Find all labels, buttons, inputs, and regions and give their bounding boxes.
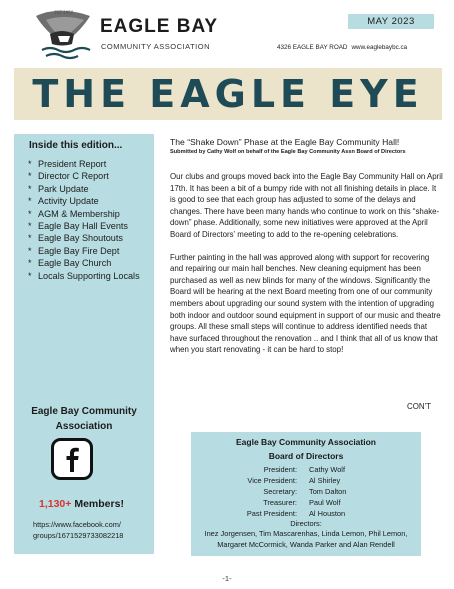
contents-item: * Eagle Bay Church	[28, 258, 112, 269]
board-role-row: Secretary: Tom Dalton	[263, 487, 347, 496]
org-name: EAGLE BAY	[100, 16, 219, 37]
contents-list	[28, 158, 140, 282]
logo-est-text: EST 1950	[54, 10, 74, 15]
association-name: Eagle Bay Community Association	[31, 406, 137, 432]
board-roles	[191, 464, 421, 519]
board-role-row: Treasurer: Paul Wolf	[263, 498, 341, 507]
continued-label: CON’T	[407, 402, 432, 411]
contents-item: * AGM & Membership	[28, 208, 120, 219]
contents-item: * Eagle Bay Shoutouts	[28, 233, 123, 244]
newsletter-title: THE EAGLE EYE	[32, 72, 424, 116]
article-paragraph: Our clubs and groups moved back into the Eagle Bay Community Hall on April 17th. It has been a bit of a bumpy ride with not all finishing details in place. It is good to see that each group has adjusted to some of the delays and changes. There have been many hands who continue to work on this “shake-down” phase. Additionally, some new initiatives were approved at the April Board of Directors’ meeting to add to the re-opening celebrations.	[170, 172, 443, 239]
website-link[interactable]: www.eaglebaybc.ca	[351, 44, 408, 51]
inside-edition-heading: Inside this edition...	[29, 140, 123, 151]
contents-item: * Park Update	[28, 183, 89, 194]
contents-item: * Activity Update	[28, 196, 99, 207]
board-role-row: Vice President: Al Shirley	[247, 476, 341, 485]
article-body	[170, 171, 444, 367]
facebook-icon[interactable]	[51, 438, 93, 480]
article-paragraph: Further painting in the hall was approved along with support for recovering and repairing our main hall benches. New cleaning equipment has been purchased as well as new blinds for many of the windows. Significantly the Board will be hearing at the next Board meeting from one of our community members about upgrading our sound system with the intention of upgrading both indoor and outdoor sound equipment in support of our music and theatre groups. All these small steps will continue to address identified needs that have surfaced throughout the renovation .. and I think that all of us know that when you start renovating - it can be hard to stop!	[170, 252, 441, 355]
eagle-logo	[28, 6, 100, 64]
board-subheading: Board of Directors	[268, 451, 344, 461]
address-line	[277, 44, 407, 51]
title-banner	[14, 68, 442, 120]
directors-label: Directors:	[290, 519, 322, 528]
facebook-url[interactable]: https://www.facebook.com/ groups/1671529733082218	[33, 520, 124, 540]
page-number: -1-	[222, 574, 232, 583]
article-byline: Submitted by Cathy Wolf on behalf of the Eagle Bay Community Assn Board of Directors	[170, 149, 406, 155]
members-count: 1,130+ Members!	[39, 498, 124, 510]
board-of-directors-box	[191, 432, 421, 556]
org-subtitle: COMMUNITY ASSOCIATION	[101, 42, 210, 51]
contents-item: * Director C Report	[28, 171, 109, 182]
issue-date: MAY 2023	[348, 14, 434, 29]
street-address: 4326 EAGLE BAY ROAD	[277, 44, 348, 51]
contents-item: * Locals Supporting Locals	[28, 270, 140, 281]
article-title: The “Shake Down” Phase at the Eagle Bay Community Hall!	[170, 137, 400, 147]
sidebar	[14, 134, 154, 554]
board-heading: Eagle Bay Community Association	[236, 437, 376, 447]
board-role-row: Past President: Al Houston	[246, 509, 346, 518]
contents-item: * Eagle Bay Hall Events	[28, 221, 128, 232]
contents-item: * Eagle Bay Fire Dept	[28, 245, 120, 256]
contents-item: * President Report	[28, 159, 107, 169]
directors-list: Inez Jorgensen, Tim Mascarenhas, Linda Lemon, Phil Lemon, Margaret McCormick, Wanda Parker and Alan Rendell	[204, 529, 408, 549]
board-role-row: President: Cathy Wolf	[263, 465, 346, 474]
